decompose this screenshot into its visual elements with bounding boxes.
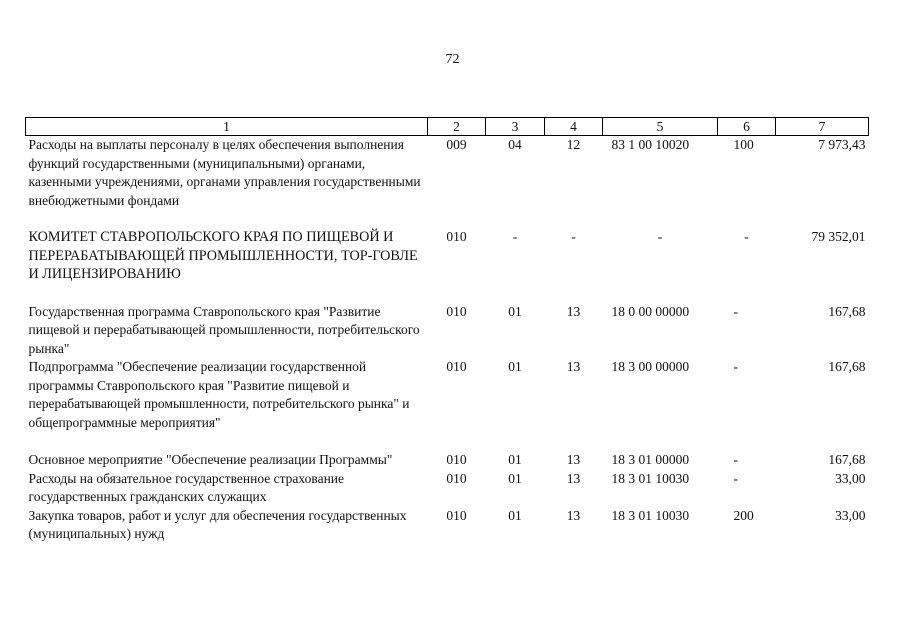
row-col4: 13 [566, 303, 581, 319]
row-col4: 12 [566, 137, 581, 152]
row-col5: 18 3 01 10030 [611, 507, 690, 523]
header-col-3: 3 [486, 118, 545, 136]
table-row [26, 470, 869, 507]
row-col2: 010 [446, 229, 467, 244]
row-col3: 01 [508, 303, 522, 319]
row-name: Подпрограмма "Обеспечение реализации государственной программы Ставропольского края "Развитие пищевой и перерабатывающей промышленности, потребительского рынка" и общепрограммные мероприятия" [28, 359, 410, 430]
row-col2: 010 [446, 359, 467, 374]
row-col7: 167,68 [828, 452, 866, 467]
header-row [26, 118, 869, 136]
table-row [26, 358, 869, 432]
page-number: 72 [445, 52, 460, 67]
table-row [26, 228, 869, 284]
header-col-6: 6 [718, 118, 776, 136]
row-col5: 18 0 00 00000 [611, 303, 690, 319]
row-col4: 13 [566, 452, 581, 467]
row-col6: - [744, 229, 749, 244]
row-name: КОМИТЕТ СТАВРОПОЛЬСКОГО КРАЯ ПО ПИЩЕВОЙ И ПЕРЕРАБАТЫВАЮЩЕЙ ПРОМЫШЛЕННОСТИ, ТОР-ГОВЛЕ И ЛИЦЕНЗИРОВАНИЮ [28, 229, 418, 282]
header-col-1: 1 [26, 118, 428, 136]
row-col6: 200 [733, 507, 754, 523]
row-col6: - [733, 452, 738, 467]
header-col-7: 7 [776, 118, 869, 136]
row-col7: 79 352,01 [811, 229, 866, 244]
table-row [26, 451, 869, 470]
row-col2: 010 [446, 470, 467, 486]
row-col4: 13 [566, 470, 581, 486]
row-col7: 167,68 [828, 303, 866, 319]
row-name: Государственная программа Ставропольского края "Развитие пищевой и перерабатывающей промышленности, потребительского рынка" [28, 303, 420, 356]
table-row [26, 303, 869, 359]
row-name: Расходы на выплаты персоналу в целях обеспечения выполнения функций государственными (муниципальными) органами, казенными учреждениями, органами управления государственными внебюджетными фондами [28, 137, 421, 208]
header-col-5: 5 [603, 118, 718, 136]
row-col5: 18 3 01 10030 [611, 470, 690, 486]
row-name: Закупка товаров, работ и услуг для обеспечения государственных (муниципальных) нужд [28, 507, 407, 541]
row-col5: - [657, 229, 663, 244]
row-col3: 01 [508, 452, 522, 467]
row-col3: 01 [508, 507, 522, 523]
row-col7: 7 973,43 [818, 137, 866, 152]
row-col7: 167,68 [828, 359, 866, 374]
row-col5: 83 1 00 10020 [611, 137, 690, 152]
row-name: Основное мероприятие "Обеспечение реализации Программы" [28, 452, 393, 467]
header-col-4: 4 [545, 118, 603, 136]
row-col2: 009 [446, 137, 467, 152]
row-col4: 13 [566, 359, 581, 374]
row-col2: 010 [446, 507, 467, 523]
table-row [26, 507, 869, 544]
row-col2: 010 [446, 452, 467, 467]
row-col5: 18 3 01 00000 [611, 452, 690, 467]
row-col3: - [512, 229, 518, 244]
row-col6: - [733, 359, 738, 374]
header-col-2: 2 [428, 118, 486, 136]
table-row [26, 136, 869, 211]
row-col2: 010 [446, 303, 467, 319]
row-col3: 04 [508, 137, 522, 152]
row-col3: 01 [508, 470, 522, 486]
row-col4: - [571, 229, 576, 244]
row-col6: - [733, 303, 738, 319]
row-col5: 18 3 00 00000 [611, 359, 690, 374]
row-col7: 33,00 [835, 470, 866, 486]
row-col4: 13 [566, 507, 581, 523]
budget-table [25, 117, 869, 544]
row-col6: - [733, 470, 738, 486]
row-name: Расходы на обязательное государственное страхование государственных гражданских служащих [28, 470, 345, 504]
row-col3: 01 [508, 359, 522, 374]
row-col6: 100 [733, 137, 754, 152]
row-col7: 33,00 [835, 507, 866, 523]
